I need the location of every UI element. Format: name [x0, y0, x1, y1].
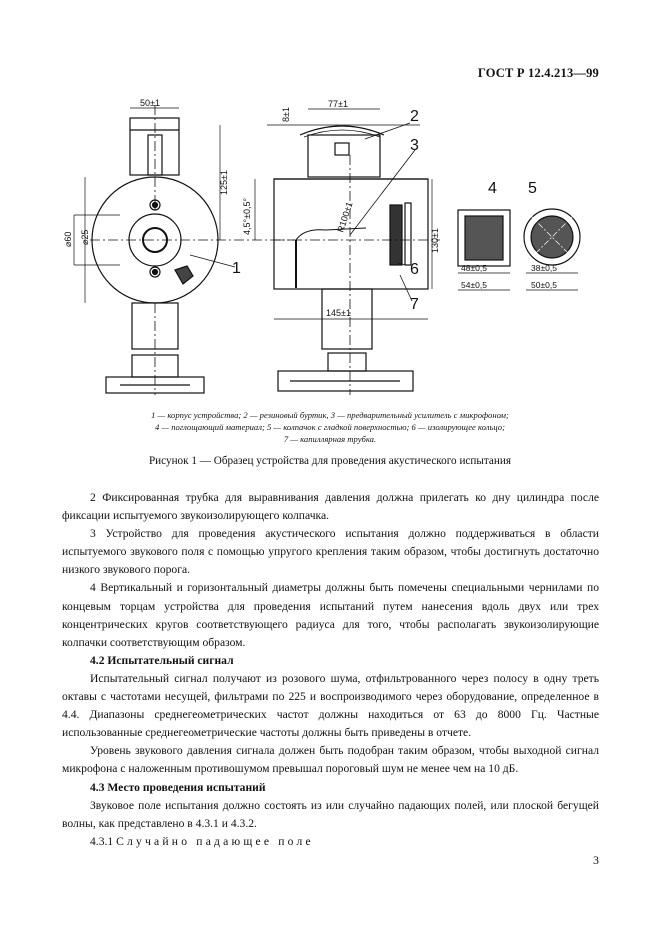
dim-50: 50±1: [140, 98, 160, 108]
body-text: [62, 489, 599, 851]
callout-5: 5: [528, 180, 537, 197]
paragraph: Испытательный сигнал получают из розового шума, отфильтрованного через полосу в одну треть октавы с частотами несущей, фильтрами по 225 и воспроизводимого через оборудование, определенное в 4.4. Диапазоны среднегеометрических частот должны находиться от 63 до 8000 Гц. Частные использованные среднегеометрические частоты должны быть приведены в отчете.: [62, 671, 599, 740]
subsection-title: Случайно падающее поле: [116, 834, 314, 848]
dim-54: 54±0,5: [461, 280, 487, 290]
callout-3: 3: [410, 137, 419, 154]
paragraph: 3 Устройство для проведения акустического испытания должно поддерживаться в области испытуемого звукового поля с помощью упругого крепления таким образом, чтобы достигнуть достаточно низкого звукового порога.: [62, 527, 599, 577]
device-drawing-svg: [60, 95, 620, 405]
dim-50-cap: 50±0,5: [531, 280, 557, 290]
absorbing-material-part: [458, 210, 510, 290]
figure-caption: Рисунок 1 — Образец устройства для проведения акустического испытания: [148, 455, 512, 467]
legend-line: 7 — капиллярная трубка.: [283, 434, 377, 445]
dim-60: ⌀60: [63, 231, 73, 247]
section-heading-4-3: 4.3 Место проведения испытаний: [90, 780, 266, 794]
dim-77: 77±1: [328, 99, 348, 109]
paragraph: Уровень звукового давления сигнала должен быть подобран таким образом, чтобы выходной сигнал микрофона с наложенным противошумом превышал пороговый шум не менее чем на 10 дБ.: [62, 744, 599, 776]
dim-125: 125±1: [219, 170, 229, 195]
callout-4: 4: [488, 180, 497, 197]
figure-legend: [80, 409, 580, 446]
callout-7: 7: [410, 296, 419, 313]
callout-1: 1: [232, 260, 241, 277]
legend-line: 4 — поглощающий материал; 5 — колпачок с гладкой поверхностью; 6 — изолирующее кольцо;: [155, 422, 505, 433]
subsection-number: 4.3.1: [90, 834, 114, 848]
page-number: 3: [593, 853, 599, 867]
technical-drawing: [60, 95, 620, 405]
side-view: [274, 123, 440, 395]
paragraph: 2 Фиксированная трубка для выравнивания давления должна прилегать ко дну цилиндра после фиксации испытуемого звукоизолирующего колпачка.: [62, 491, 599, 523]
callout-6: 6: [410, 261, 419, 278]
legend-line: 1 — корпус устройства; 2 — резиновый буртик, 3 — предварительный усилитель с микрофоном;: [151, 410, 509, 420]
dim-48: 48±0,5: [461, 263, 487, 273]
dim-4-5-deg: 4,5°±0,5°: [242, 197, 252, 235]
dim-r100: R100±1: [335, 200, 355, 234]
paragraph: Звуковое поле испытания должно состоять из или случайно падающих полей, или плоской бегущей волны, как представлено в 4.3.1 и 4.3.2.: [62, 798, 599, 830]
dim-38: 38±0,5: [531, 263, 557, 273]
paragraph: 4 Вертикальный и горизонтальный диаметры должны быть помечены специальными чернилами по концевым торцам устройства для проведения испытаний путем нанесения вдоль двух или трех концентрических кругов соответствующего радиуса для того, чтобы располагать звукоизолирующие колпачки соответствующим образом.: [62, 581, 599, 649]
front-dimensions: [74, 108, 220, 303]
callout-2: 2: [410, 108, 419, 125]
subsection-4-3-1: [62, 833, 599, 851]
dim-145: 145±1: [326, 308, 351, 318]
front-view: [90, 105, 295, 395]
section-heading-4-2: 4.2 Испытательный сигнал: [90, 653, 234, 667]
smooth-cap-part: [524, 209, 580, 290]
document-header: ГОСТ Р 12.4.213—99: [477, 66, 599, 80]
dim-25: ⌀25: [80, 229, 90, 245]
dim-130: 130±1: [430, 228, 440, 253]
dim-8: 8±1: [281, 107, 291, 122]
